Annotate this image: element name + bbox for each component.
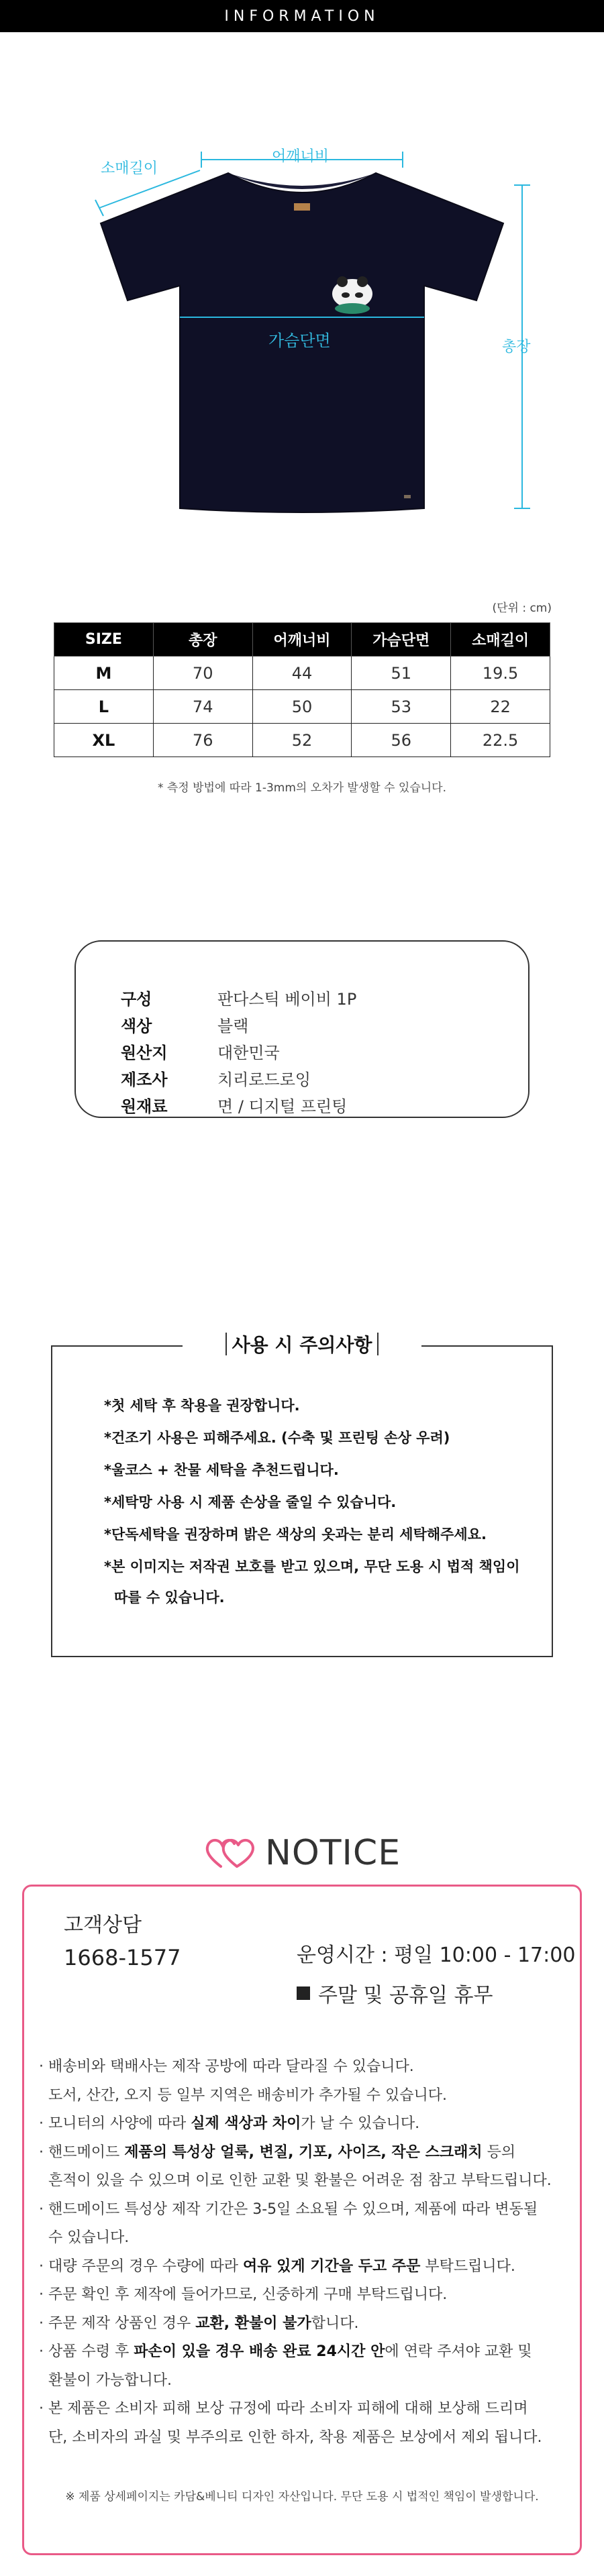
sleeve-cell: 22.5: [451, 724, 550, 757]
copyright-note: ※ 제품 상세페이지는 카담&베니티 디자인 자산입니다. 무단 도용 시 법적인 책임이 발생합니다.: [65, 2490, 539, 2504]
caution-item: *본 이미지는 저작권 보호를 받고 있으며, 무단 도용 시 법적 책임이: [104, 1559, 520, 1575]
tshirt-size-diagram: [0, 32, 604, 596]
notice-line: [39, 2055, 414, 2076]
table-row: [54, 724, 550, 757]
spec-value: 블랙: [217, 1017, 249, 1035]
total-length-label: 총장: [502, 339, 531, 355]
unit-note: (단위 : cm): [492, 602, 552, 615]
caution-item: *세탁망 사용 시 제품 손상을 줄일 수 있습니다.: [104, 1494, 397, 1510]
shoulder-cell: 50: [252, 690, 352, 724]
caution-item: *단독세탁을 권장하며 밝은 색상의 옷과는 분리 세탁해주세요.: [104, 1526, 487, 1543]
shoulder-cell: 52: [252, 724, 352, 757]
notice-emphasis: 파손이 있을 경우 배송 완료 24시간 안: [134, 2343, 385, 2360]
hem-label-icon: [404, 495, 411, 498]
operating-hours: 운영시간 : 평일 10:00 - 17:00: [297, 1944, 576, 1967]
notice-text: 합니다.: [311, 2314, 359, 2332]
square-bullet-icon: [297, 1986, 310, 2000]
caution-item: *첫 세탁 후 착용을 권장합니다.: [104, 1398, 300, 1414]
chest-cell: 53: [352, 690, 451, 724]
size-table-header: 가슴단면: [352, 623, 451, 657]
neck-label-icon: [294, 203, 310, 211]
notice-line: [39, 2312, 358, 2333]
caution-title: [183, 1327, 421, 1361]
size-cell: XL: [54, 724, 154, 757]
spec-value: 치리로드로잉: [217, 1070, 311, 1089]
shoulder-width-label: 어깨너비: [272, 148, 330, 165]
panda-print-icon: [332, 276, 372, 314]
notice-emphasis: 제품의 특성상 얼룩, 변질, 기포, 사이즈, 작은 스크래치: [124, 2143, 483, 2161]
notice-text: · 배송비와 택배사는 제작 공방에 따라 달라질 수 있습니다.: [39, 2058, 414, 2075]
customer-service-phone[interactable]: 1668-1577: [64, 1945, 181, 1970]
notice-emphasis: 여유 있게 기간을 두고 주문: [242, 2257, 421, 2275]
customer-service-title: 고객상담: [64, 1913, 142, 1937]
sleeve-cell: 22: [451, 690, 550, 724]
table-row: [54, 657, 550, 690]
notice-line: [39, 2141, 515, 2162]
spec-key: 구성: [121, 990, 152, 1009]
holiday-text: 주말 및 공휴일 휴무: [318, 1984, 493, 2007]
caution-item: 따를 수 있습니다.: [114, 1589, 225, 1606]
holiday-notice: [297, 1978, 493, 2008]
tshirt-illustration: [0, 32, 604, 596]
information-header: [0, 0, 604, 32]
notice-text: 가 날 수 있습니다.: [301, 2115, 420, 2132]
notice-text: · 대량 주문의 경우 수량에 따라: [39, 2257, 243, 2275]
notice-line: [39, 2226, 129, 2247]
size-cell: L: [54, 690, 154, 724]
notice-text: 흔적이 있을 수 있으며 이로 인한 교환 및 환불은 어려운 점 참고 부탁드립니다.: [39, 2172, 552, 2189]
information-title: INFORMATION: [224, 7, 380, 25]
notice-text: 환불이 가능합니다.: [39, 2371, 172, 2389]
size-table-header: SIZE: [54, 623, 154, 657]
notice-line: [39, 2169, 552, 2190]
notice-line: [39, 2426, 542, 2447]
spec-key: 원산지: [121, 1044, 168, 1062]
notice-emphasis: 실제 색상과 차이: [191, 2115, 301, 2132]
chest-cell: 56: [352, 724, 451, 757]
size-table-header: 소매길이: [451, 623, 550, 657]
spec-row-color: [121, 1013, 248, 1036]
notice-text: 부탁드립니다.: [420, 2257, 515, 2275]
notice-text: · 상품 수령 후: [39, 2343, 134, 2360]
notice-emphasis: 교환, 환불이 불가: [195, 2314, 311, 2332]
notice-text: · 본 제품은 소비자 피해 보상 규정에 따라 소비자 피해에 대해 보상해 드리며: [39, 2400, 528, 2417]
spec-row-manufacturer: [121, 1066, 311, 1090]
table-row: [54, 690, 550, 724]
spec-row-composition: [121, 986, 356, 1009]
length-cell: 76: [153, 724, 252, 757]
notice-text: 단, 소비자의 과실 및 부주의로 인한 하자, 착용 제품은 보상에서 제외 됩니다.: [39, 2428, 542, 2446]
notice-line: [39, 2397, 527, 2418]
notice-text: · 핸드메이드: [39, 2143, 125, 2161]
caution-title-text: 사용 시 주의사항: [232, 1334, 372, 1356]
spec-row-origin: [121, 1040, 280, 1063]
size-cell: M: [54, 657, 154, 690]
size-table-header: 어깨너비: [252, 623, 352, 657]
notice-text: · 주문 확인 후 제작에 들어가므로, 신중하게 구매 부탁드립니다.: [39, 2286, 448, 2303]
notice-line: [39, 2340, 532, 2361]
spec-key: 제조사: [121, 1070, 168, 1089]
double-heart-icon: [203, 1836, 256, 1870]
notice-header: [0, 1830, 604, 1877]
notice-text: · 모니터의 사양에 따라: [39, 2115, 191, 2132]
spec-row-material: [121, 1093, 347, 1117]
spec-value: 판다스틱 베이비 1P: [217, 990, 357, 1009]
spec-key: 원재료: [121, 1097, 168, 1116]
notice-line: [39, 2084, 447, 2105]
spec-value: 대한민국: [217, 1044, 280, 1062]
measurement-note: * 측정 방법에 따라 1-3mm의 오차가 발생할 수 있습니다.: [157, 781, 447, 795]
sleeve-cell: 19.5: [451, 657, 550, 690]
caution-item: *건조기 사용은 피해주세요. (수축 및 프린팅 손상 우려): [104, 1430, 450, 1446]
spec-key: 색상: [121, 1017, 152, 1035]
notice-text: 에 연락 주셔야 교환 및: [385, 2343, 532, 2360]
notice-line: [39, 2283, 447, 2304]
notice-text: · 핸드메이드 특성상 제작 기간은 3-5일 소요될 수 있으며, 제품에 따라 변동될: [39, 2200, 538, 2218]
length-cell: 74: [153, 690, 252, 724]
shoulder-cell: 44: [252, 657, 352, 690]
notice-line: [39, 2255, 515, 2276]
notice-line: [39, 2198, 538, 2219]
notice-text: 수 있습니다.: [39, 2229, 130, 2246]
size-table-header-row: [54, 623, 550, 657]
sleeve-length-label: 소매길이: [101, 160, 158, 177]
chest-width-label: 가슴단면: [268, 331, 331, 350]
chest-cell: 51: [352, 657, 451, 690]
title-divider: [225, 1333, 227, 1355]
notice-text: · 주문 제작 상품인 경우: [39, 2314, 196, 2332]
notice-text: 등의: [482, 2143, 516, 2161]
notice-line: [39, 2369, 172, 2390]
notice-line: [39, 2112, 419, 2133]
title-divider: [377, 1333, 379, 1355]
length-cell: 70: [153, 657, 252, 690]
notice-heading: NOTICE: [264, 1833, 401, 1873]
size-table: [54, 622, 550, 757]
spec-value: 면 / 디지털 프린팅: [217, 1097, 348, 1116]
caution-item: *울코스 + 찬물 세탁을 추천드립니다.: [104, 1462, 339, 1478]
size-table-header: 총장: [153, 623, 252, 657]
notice-text: 도서, 산간, 오지 등 일부 지역은 배송비가 추가될 수 있습니다.: [39, 2086, 447, 2104]
